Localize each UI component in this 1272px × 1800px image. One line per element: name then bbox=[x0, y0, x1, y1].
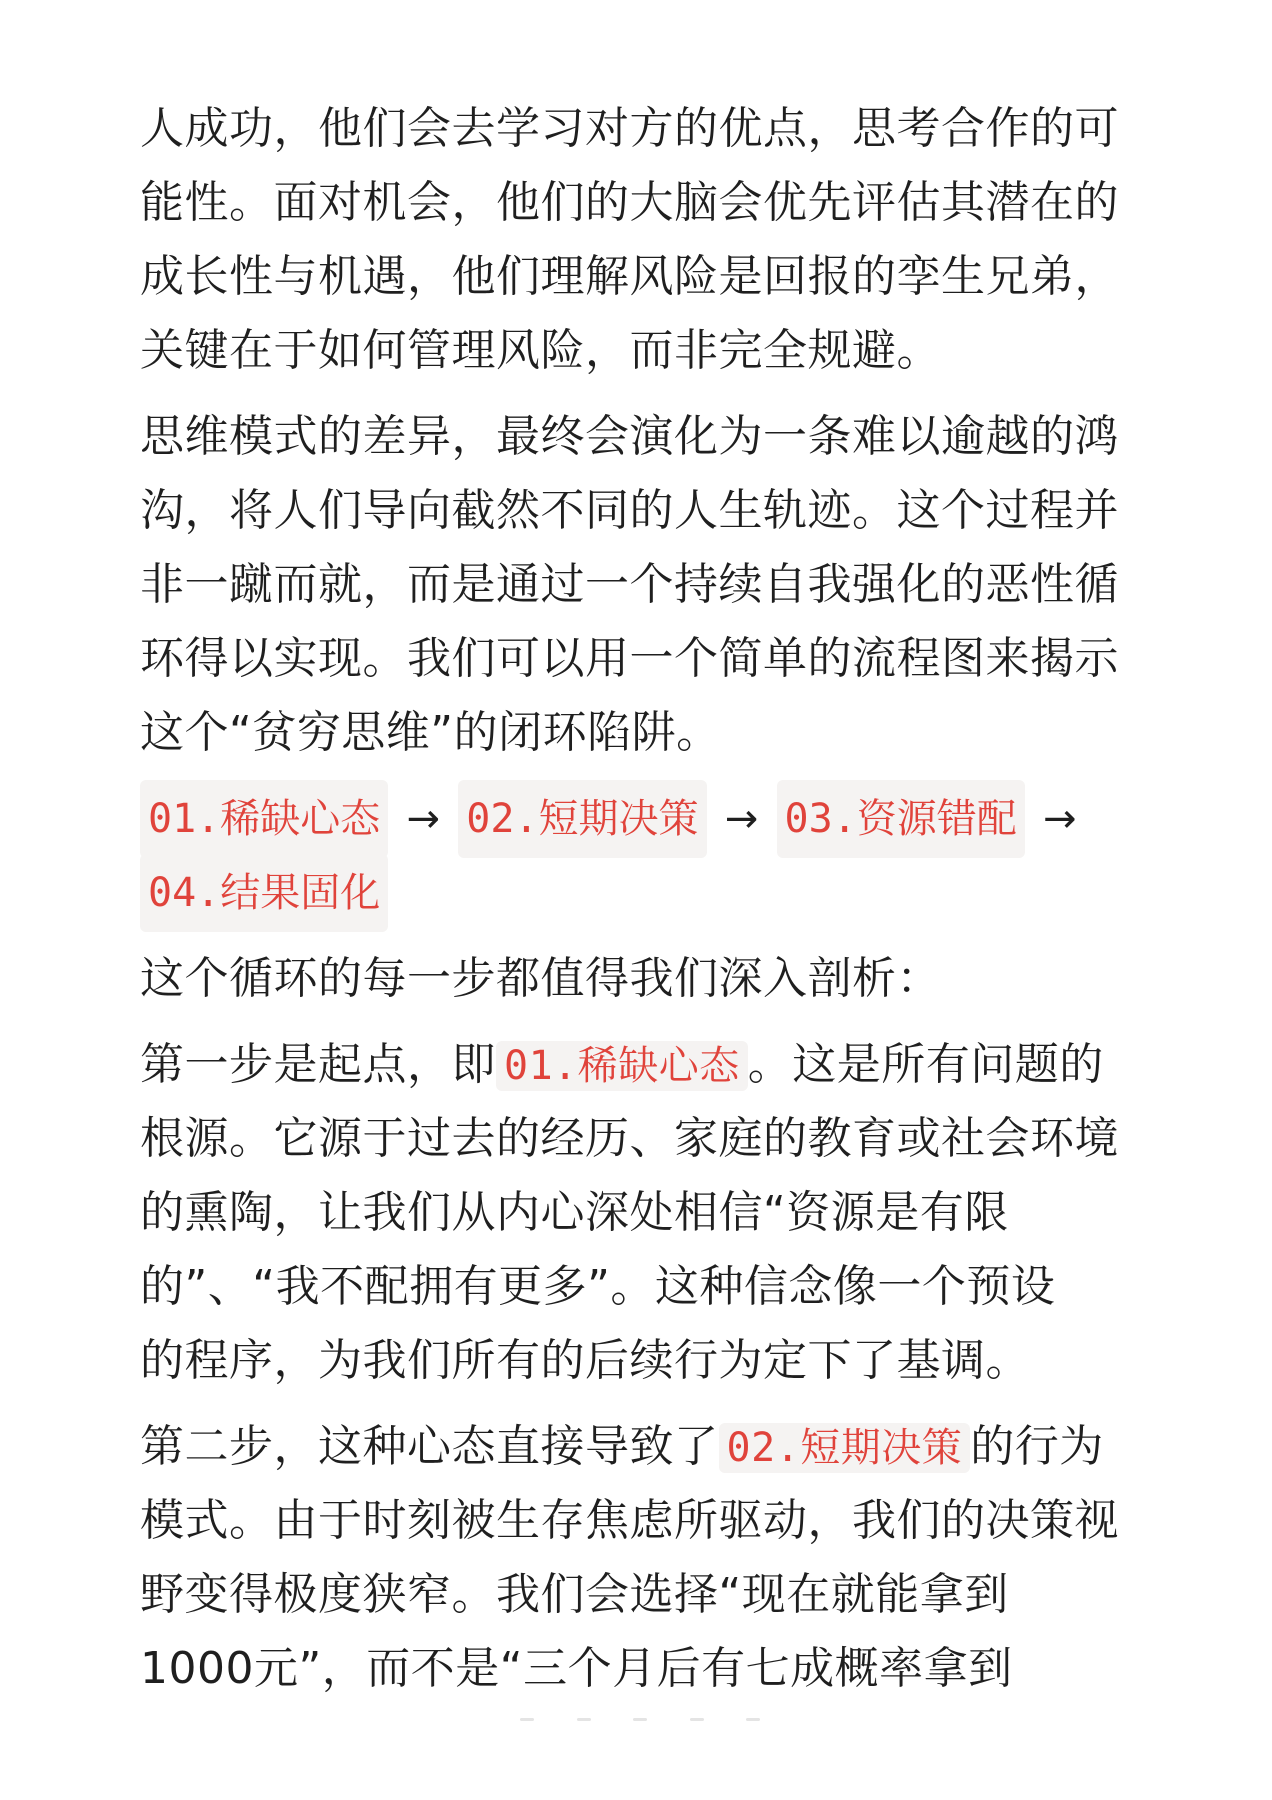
paragraph-line: 根源。它源于过去的经历、家庭的教育或社会环境 bbox=[140, 1113, 1119, 1164]
paragraph-line: 的”、“我不配拥有更多”。这种信念像一个预设 bbox=[140, 1261, 1056, 1312]
paragraph-line: 的熏陶，让我们从内心深处相信“资源是有限 bbox=[140, 1187, 1009, 1238]
paragraph-line: 这个“贫穷思维”的闭环陷阱。 bbox=[140, 707, 721, 758]
right-arrow-icon: → bbox=[724, 796, 759, 842]
flow-line-2 bbox=[140, 856, 1140, 930]
article-body bbox=[140, 92, 1140, 1718]
paragraph-line: 环得以实现。我们可以用一个简单的流程图来揭示 bbox=[140, 633, 1119, 684]
truncated-text-residue bbox=[520, 1718, 760, 1722]
inline-text: 第一步是起点，即 bbox=[140, 1039, 496, 1090]
flow-step-misallocation: 03.资源错配 bbox=[777, 780, 1025, 858]
residue-mark bbox=[633, 1718, 647, 1721]
paragraph-line: 1000元”，而不是“三个月后有七成概率拿到 bbox=[140, 1643, 1013, 1694]
paragraph-line bbox=[140, 1028, 1140, 1102]
paragraph-line: 能性。面对机会，他们的大脑会优先评估其潜在的 bbox=[140, 177, 1119, 228]
inline-code-scarcity: 01.稀缺心态 bbox=[496, 1041, 748, 1091]
residue-mark bbox=[520, 1718, 534, 1721]
flow-step-solidified: 04.结果固化 bbox=[140, 854, 388, 932]
right-arrow-icon: → bbox=[406, 796, 440, 842]
flow-line-1 bbox=[140, 782, 1140, 856]
paragraph-4 bbox=[140, 1028, 1140, 1398]
paragraph-line: 野变得极度狭窄。我们会选择“现在就能拿到 bbox=[140, 1569, 1009, 1620]
paragraph-line: 成长性与机遇，他们理解风险是回报的孪生兄弟， bbox=[140, 251, 1119, 302]
right-arrow-icon: → bbox=[1042, 796, 1077, 842]
paragraph-line: 非一蹴而就，而是通过一个持续自我强化的恶性循 bbox=[140, 559, 1119, 610]
flow-step-short-term: 02.短期决策 bbox=[458, 780, 706, 858]
inline-text: 。这是所有问题的 bbox=[747, 1039, 1104, 1090]
paragraph-3 bbox=[140, 942, 1140, 1016]
paragraph-line: 人成功，他们会去学习对方的优点，思考合作的可 bbox=[140, 103, 1119, 154]
bottom-cutoff bbox=[0, 1700, 1272, 1800]
paragraph-2 bbox=[140, 400, 1140, 770]
paragraph-1 bbox=[140, 92, 1140, 388]
paragraph-line: 沟，将人们导向截然不同的人生轨迹。这个过程并 bbox=[140, 485, 1119, 536]
residue-mark bbox=[746, 1718, 760, 1721]
paragraph-line: 这个循环的每一步都值得我们深入剖析： bbox=[140, 953, 941, 1004]
paragraph-5 bbox=[140, 1410, 1140, 1706]
cycle-flow bbox=[140, 782, 1140, 930]
inline-text: 第二步，这种心态直接导致了 bbox=[140, 1421, 719, 1472]
residue-mark bbox=[690, 1718, 704, 1721]
paragraph-line: 关键在于如何管理风险，而非完全规避。 bbox=[140, 325, 941, 376]
inline-code-short-term: 02.短期决策 bbox=[719, 1423, 971, 1473]
paragraph-line: 模式。由于时刻被生存焦虑所驱动，我们的决策视 bbox=[140, 1495, 1119, 1546]
paragraph-line: 的程序，为我们所有的后续行为定下了基调。 bbox=[140, 1335, 1030, 1386]
flow-step-scarcity: 01.稀缺心态 bbox=[140, 780, 388, 858]
paragraph-line: 思维模式的差异，最终会演化为一条难以逾越的鸿 bbox=[140, 411, 1119, 462]
inline-text: 的行为 bbox=[970, 1421, 1104, 1472]
paragraph-line bbox=[140, 1410, 1140, 1484]
residue-mark bbox=[577, 1718, 591, 1721]
